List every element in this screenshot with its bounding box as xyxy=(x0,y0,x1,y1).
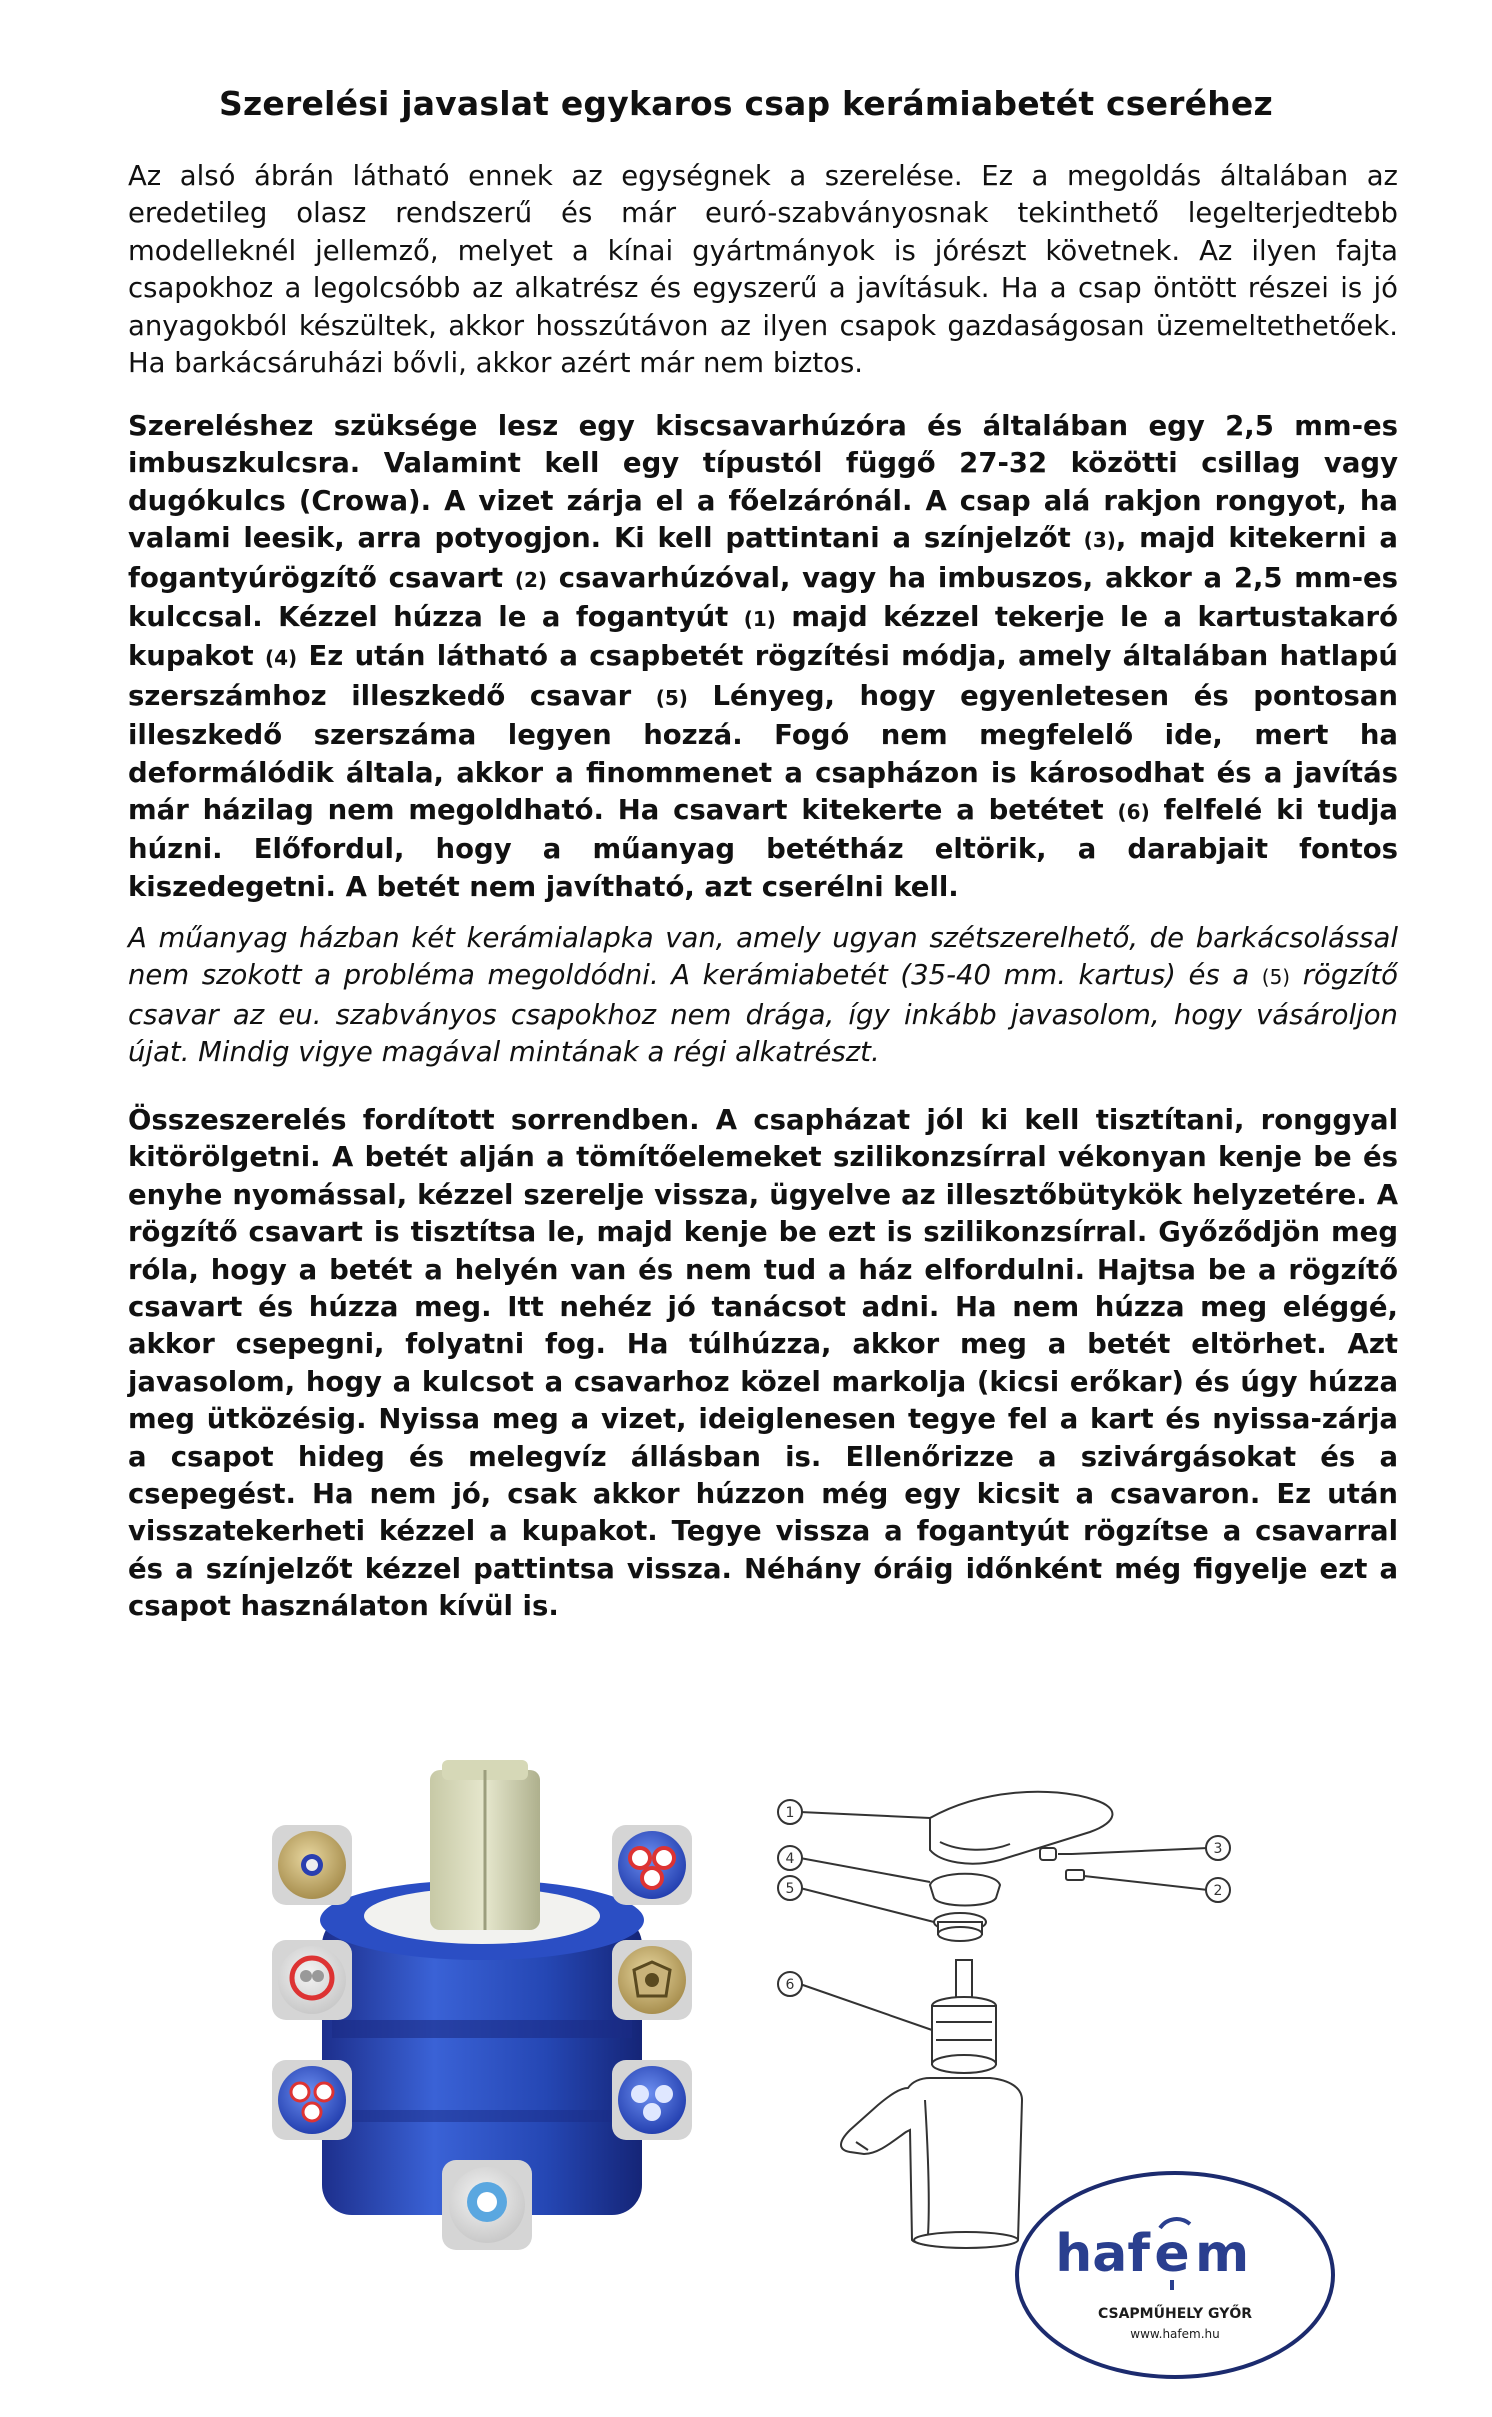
svg-text:e: e xyxy=(1154,2224,1190,2284)
part-ref-2: (2) xyxy=(514,567,548,592)
disk-thumb-3 xyxy=(272,1940,352,2020)
svg-text:haf: haf xyxy=(1055,2224,1150,2284)
diagram-label-4: 4 xyxy=(785,1851,795,1867)
part-ref-6: (6) xyxy=(1117,800,1150,825)
disk-thumb-4 xyxy=(612,1940,692,2020)
note-paragraph: A műanyag házban két kerámialapka van, amely ugyan szétszerelhető, de barkácsolással nem szokott a probléma megoldódni. A kerámiabetét (35-40 mm. kartus) és a (5) rögzítő csavar az eu. szabványos csapokhoz nem drága, így inkább javasolom, hogy vásároljon újat. Mindig vigye magával mintának a régi alkatrészt. xyxy=(128,922,1398,1069)
diagram-label-6: 6 xyxy=(785,1977,795,1993)
disk-thumb-5 xyxy=(272,2060,352,2140)
part-ref-5: (5) xyxy=(655,685,688,710)
svg-text:CSAPMŰHELY GYŐR: CSAPMŰHELY GYŐR xyxy=(1097,2306,1253,2322)
intro-paragraph: Az alsó ábrán látható ennek az egységnek a szerelése. Ez a megoldás általában az eredetileg olasz rendszerű és már euró-szabványosnak tekinthető legelterjedtebb modelleknél jellemző, melyet a kínai gyártmányok is jórészt követnek. Az ilyen fajta csapokhoz a legolcsóbb az alkatrész és egyszerű a javításuk. Ha a csap öntött részei is jó anyagokból készültek, akkor hosszútávon az ilyen csapok gazdaságosan üzemeltethetőek. Ha barkácsáruházi bővli, akkor azért már nem biztos. xyxy=(128,160,1398,380)
disk-thumb-1 xyxy=(272,1825,352,1905)
disk-thumb-2 xyxy=(612,1825,692,1905)
part-ref-1: (1) xyxy=(743,607,776,632)
diagram-label-2: 2 xyxy=(1213,1883,1223,1899)
diagram-label-3: 3 xyxy=(1213,1841,1223,1857)
disassembly-paragraph: Szereléshez szüksége lesz egy kiscsavarhúzóra és általában egy 2,5 mm-es imbuszkulcsra. Valamint kell egy típustól függő 27-32 közötti csillag vagy dugókulcs (Crowa). A vizet zárja el a főelzárónál. A csap alá rakjon rongyot, ha valami leesik, arra potyogjon. Ki kell pattintani a színjelzőt (3), majd kitekerni a fogantyúrögzítő csavart (2) csavarhúzóval, vagy ha imbuszos, akkor a 2,5 mm-es kulccsal. Kézzel húzza le a fogantyút (1) majd kézzel tekerje le a kartustakaró kupakot (4) Ez után látható a csapbetét rögzítési módja, amely általában hatlapú szerszámhoz illeszkedő csavar (5) Lényeg, hogy egyenletesen és pontosan illeszkedő szerszáma legyen hozzá. Fogó nem megfelelő ide, mert ha deformálódik általa, akkor a finommenet a csapházon is károsodhat és a javítás már házilag nem megoldható. Ha csavart kitekerte a betétet (6) felfelé ki tudja húzni. Előfordul, hogy a műanyag betétház eltörik, a darabjait fontos kiszedegetni. A betét nem javítható, azt cserélni kell. xyxy=(128,410,1398,903)
cartridge-photo xyxy=(262,1740,722,2260)
part-ref-5: (5) xyxy=(1261,965,1291,990)
assembly-paragraph: Összeszerelés fordított sorrendben. A csapházat jól ki kell tisztítani, ronggyal kitörölgetni. A betét alján a tömítőelemeket szilikonzsírral vékonyan kenje be és enyhe nyomással, kézzel szerelje vissza, ügyelve az illesztőbütykök helyzetére. A rögzítő csavart is tisztítsa le, majd kenje be ezt is szilikonzsírral. Győződjön meg róla, hogy a betét a helyén van és nem tud a ház elfordulni. Hajtsa be a rögzítő csavart és húzza meg. Itt nehéz jó tanácsot adni. Ha nem húzza meg eléggé, akkor csepegni, folyatni fog. Ha túlhúzza, akkor meg a betét eltörhet. Azt javasolom, hogy a kulcsot a csavarhoz közel markolja (kicsi erőkar) és úgy húzza meg ütközésig. Nyissa meg a vizet, ideiglenesen tegye fel a kart és nyissa-zárja a csapot hideg és melegvíz állásban is. Ellenőrizze a szivárgásokat és a csepegést. Ha nem jó, csak akkor húzzon még egy kicsit a csavaron. Ez után visszatekerheti kézzel a kupakot. Tegye vissza a fogantyút rögzítse a csavarral és a színjelzőt kézzel pattintsa vissza. Néhány óráig időnként még figyelje ezt a csapot használaton kívül is. xyxy=(128,1104,1398,1623)
diagram-label-5: 5 xyxy=(785,1881,795,1897)
part-ref-3: (3) xyxy=(1083,528,1116,553)
svg-text:m: m xyxy=(1195,2224,1250,2284)
disk-thumb-6 xyxy=(612,2060,692,2140)
document-title: Szerelési javaslat egykaros csap kerámiabetét cseréhez xyxy=(219,84,1273,123)
hafem-logo xyxy=(1012,2168,1338,2382)
svg-text:www.hafem.hu: www.hafem.hu xyxy=(1130,2327,1220,2341)
part-ref-4: (4) xyxy=(265,646,298,671)
diagram-label-1: 1 xyxy=(785,1805,795,1821)
disk-thumb-7 xyxy=(442,2160,532,2250)
